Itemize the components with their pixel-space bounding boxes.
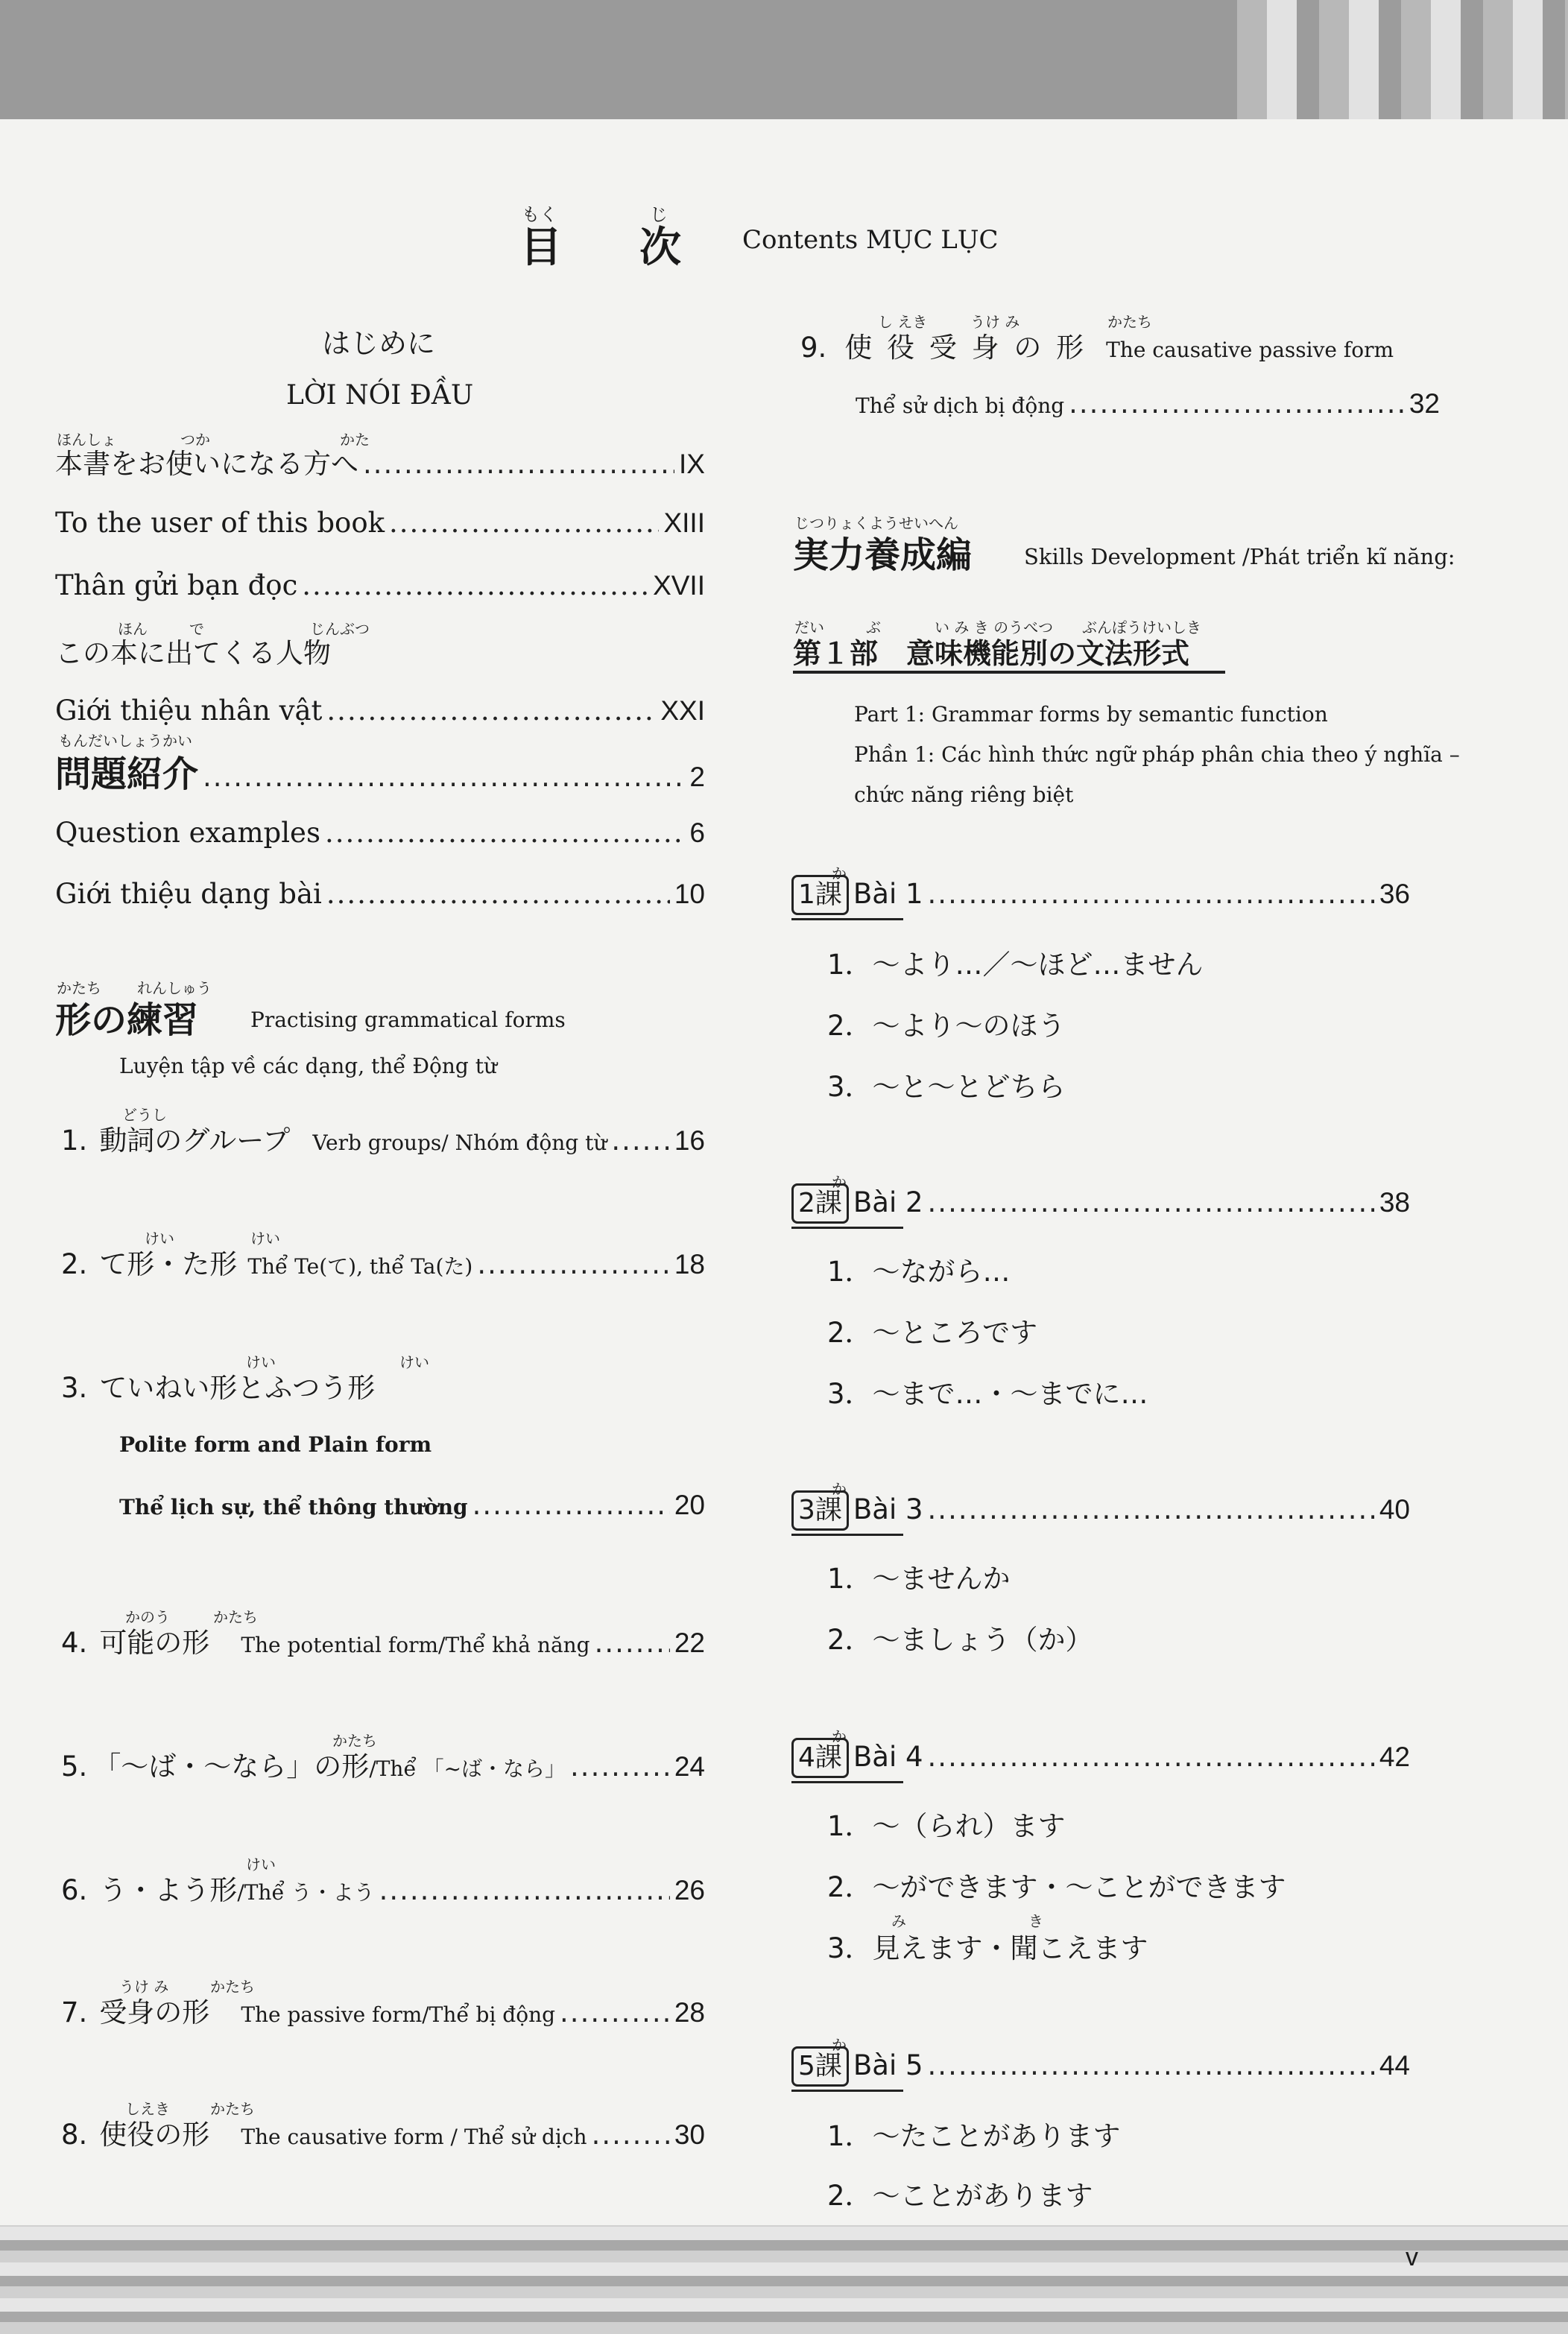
toc-entry[interactable] [61,1867,705,1908]
ruby: かのう [125,1608,170,1626]
backdrop-stripes [1237,0,1568,127]
ruby: か [832,864,847,882]
part-title-underline [793,671,1225,674]
toc-label: 使 役 受 身 の 形 [844,332,1087,364]
lesson-badge: 1課 [791,875,849,915]
ruby: かたち [213,1608,258,1626]
leader-dots [477,1248,670,1280]
toc-label: 本書をお使いになる方へ [55,448,358,480]
badge-underline [791,1534,903,1536]
page-number: 36 [1379,879,1410,909]
ruby: かたち [1107,313,1152,331]
lesson-badge: 2課 [791,1183,849,1224]
ruby: ぶ [866,619,881,636]
intro-vn: LỜI NÓI ĐẦU [286,380,474,411]
ruby: じつりょくようせいへん [794,514,958,532]
lesson-badge: 4課 [791,1738,849,1778]
part-desc-vn-2: chức năng riêng biệt [854,782,1074,807]
toc-label: To the user of this book [55,507,385,539]
toc-desc: Verb groups/ Nhóm động từ [312,1130,607,1155]
section-desc: Skills Development /Phát triển kĩ năng: [1024,544,1455,569]
page-title-2: 次 [639,224,681,272]
page-number: 2 [689,762,705,792]
toc-label: 動詞のグループ [99,1125,291,1157]
toc-label: Giới thiệu dạng bài [55,878,322,910]
toc-label: 問題紹介 [55,753,199,795]
toc-label: 使役の形 [99,2119,210,2151]
lesson-point: 2．～ところです [827,1317,1038,1349]
leader-dots [611,1125,669,1157]
section-desc-vn: Luyện tập về các dạng, thể Động từ [119,1054,498,1078]
badge-underline [791,1227,903,1229]
page-number: 22 [674,1628,705,1658]
page-number: 16 [674,1125,705,1156]
page-title-1: 目 [520,224,562,272]
toc-entry[interactable] [55,745,705,797]
toc-entry[interactable] [61,1242,705,1282]
ruby: どうし [122,1106,167,1124]
leader-dots [560,1996,670,2028]
toc-label: ていねい形とふつう形 [99,1372,376,1404]
leader-dots [1069,388,1405,420]
leader-dots [389,507,659,539]
ruby: か [832,1173,847,1191]
ruby: れんしゅう [137,979,212,997]
lesson-point: 3．～まで…・～までに… [827,1378,1148,1410]
part-title: 第１部 意味機能別の文法形式 [793,637,1190,670]
lesson-badge: 5課 [791,2046,849,2087]
toc-desc: Thể sử dịch bị động [856,393,1065,418]
lesson-entry[interactable] [791,1183,1410,1224]
toc-entry[interactable] [119,1489,705,1521]
ruby: つか [180,431,210,449]
toc-entry[interactable] [61,1990,705,2030]
lesson-entry[interactable] [791,2046,1410,2087]
lesson-point: 1．～（られ）ます [827,1810,1066,1842]
page-number: 32 [1409,388,1440,419]
footer-page-number: v [1406,2243,1418,2271]
item-number: 3. [61,1372,88,1404]
page-number: 6 [689,817,705,848]
toc-label: Thân gửi bạn đọc [55,569,298,601]
toc-desc: Thể lịch sự, thể thông thường [119,1495,468,1519]
badge-underline [791,918,903,920]
lesson-point: 1．～たことがあります [827,2120,1121,2152]
ruby: かたち [210,1978,255,1996]
item-number: 8. [61,2119,88,2151]
toc-desc: /Thể う・よう [237,1880,375,1905]
toc-entry[interactable] [55,569,705,601]
leader-dots [302,569,648,601]
page-number: 24 [674,1751,705,1782]
ruby: だい [794,619,824,636]
toc-desc: Polite form and Plain form [119,1432,432,1457]
ruby: か [832,1727,847,1745]
leader-dots [592,2119,670,2151]
lesson-point: 3．～と～とどちら [827,1071,1066,1103]
toc-entry[interactable] [55,441,705,481]
section-title: 実力養成編 [793,534,973,576]
page-number: XXI [660,695,705,726]
ruby: もんだいしょうかい [58,732,192,750]
toc-entry[interactable] [55,507,705,539]
lesson-entry[interactable] [791,875,1410,915]
leader-dots [595,1627,670,1659]
toc-label: 受身の形 [99,1996,210,2028]
part-desc-vn-1: Phần 1: Các hình thức ngữ pháp phân chia theo ý nghĩa – [854,742,1460,767]
leader-dots [928,1186,1375,1218]
badge-underline [791,2090,903,2092]
toc-label: 「～ば・～なら」の形 [93,1750,370,1783]
ruby: うけ み [119,1978,169,1996]
toc-label: 可能の形 [99,1627,210,1659]
toc-entry[interactable] [55,695,705,727]
lesson-point: 2．～ことがあります [827,2180,1093,2212]
lesson-point: 1．～ませんか [827,1563,1011,1595]
intro-jp: はじめに [322,327,436,360]
toc-label: この本に出てくる人物 [55,637,331,669]
item-number: 5. [61,1750,88,1783]
lesson-point: 3．見えます・聞こえます [827,1932,1148,1964]
leader-dots [570,1750,670,1783]
toc-desc: The passive form/Thể bị động [241,2002,556,2027]
leader-dots [928,878,1375,910]
lesson-badge: 3課 [791,1490,849,1531]
part-desc-en: Part 1: Grammar forms by semantic function [854,702,1328,727]
ruby: ほん [118,620,148,638]
section-title: 形の練習 [55,999,199,1041]
section-desc-en: Practising grammatical forms [250,1008,566,1032]
ruby: けい [399,1353,429,1371]
ruby: けい [250,1230,280,1247]
toc-label: Bài 2 [853,1186,923,1218]
ruby: けい [246,1353,276,1371]
title-ruby-2: じ [650,204,668,225]
page-number: 30 [674,2119,705,2150]
badge-underline [791,1781,903,1783]
page-number: 18 [674,1249,705,1280]
toc-entry[interactable] [800,325,1471,365]
toc-entry[interactable] [61,1118,705,1158]
toc-label: う・よう形 [99,1874,238,1906]
ruby: うけ み [970,313,1020,331]
leader-dots [379,1874,670,1906]
toc-desc: The potential form/Thể khả năng [241,1633,590,1657]
page-number: 42 [1379,1742,1410,1772]
ruby: かたち [332,1732,377,1750]
leader-dots [326,878,670,910]
contents-page [0,119,1568,2225]
toc-desc: /Thể 「~ば・なら」 [369,1756,566,1781]
toc-entry[interactable] [61,1365,705,1405]
ruby: かたち [210,2100,255,2118]
toc-label: Bài 3 [853,1493,923,1525]
leader-dots [203,761,685,793]
ruby: き [1028,1912,1043,1930]
toc-entry[interactable] [55,817,705,849]
ruby: い み き のうべつ [935,619,1054,636]
page-number: XIII [663,507,705,538]
ruby: か [832,2036,847,2054]
page-number: 38 [1379,1187,1410,1218]
toc-label: Bài 1 [853,878,923,910]
item-number: 6. [61,1874,88,1906]
toc-entry[interactable] [55,878,705,910]
leader-dots [472,1489,670,1521]
lesson-point: 2．～ができます・～ことができます [827,1871,1286,1903]
toc-label: Giới thiệu nhân vật [55,695,323,727]
ruby: み [891,1912,906,1930]
lesson-point: 1．～ながら… [827,1256,1011,1288]
ruby: で [189,620,204,638]
item-number: 7. [61,1996,88,2028]
item-number: 2. [61,1248,88,1280]
toc-entry[interactable] [856,388,1440,420]
page-number: IX [679,449,705,479]
lesson-point: 2．～より～のほう [827,1010,1066,1042]
ruby: ほんしょ [57,431,116,449]
toc-label: Bài 5 [853,2049,923,2081]
page-number: 10 [674,879,705,909]
toc-desc: The causative form / Thể sử dịch [241,2125,587,2149]
ruby: しえき [125,2100,170,2118]
leader-dots [928,2049,1375,2081]
toc-label: Question examples [55,817,320,849]
leader-dots [326,695,656,727]
toc-entry[interactable] [55,630,705,671]
backdrop [0,0,1237,127]
leader-dots [325,817,685,849]
ruby: か [832,1480,847,1498]
page-number: XVII [653,570,705,601]
page-subtitle: Contents MỤC LỤC [742,225,999,255]
page-number: 44 [1379,2050,1410,2081]
ruby: ぶんぽうけいしき [1082,619,1201,636]
item-number: 9. [800,332,827,364]
toc-desc: The causative passive form [1106,338,1394,362]
ruby: し えき [878,313,928,331]
bottom-edge [0,2225,1568,2334]
toc-label: Bài 4 [853,1741,923,1773]
title-ruby-1: もく [522,204,557,225]
page-number: 26 [674,1875,705,1906]
ruby: けい [145,1230,174,1247]
lesson-entry[interactable] [791,1490,1410,1531]
page-number: 40 [1379,1494,1410,1525]
leader-dots [363,448,674,480]
ruby: じんぶつ [310,620,370,638]
page-number: 20 [674,1490,705,1520]
lesson-entry[interactable] [791,1738,1410,1778]
ruby: かた [340,431,370,449]
toc-label: て形・た形 [99,1248,238,1280]
toc-desc: Thể Te(て), thể Ta(た) [247,1254,473,1279]
ruby: かたち [57,979,101,997]
lesson-point: 1．～より…／～ほど…ません [827,949,1204,981]
item-number: 1. [61,1125,88,1157]
leader-dots [928,1493,1375,1525]
lesson-point: 2．～ましょう（か） [827,1624,1093,1656]
item-number: 4. [61,1627,88,1659]
toc-entry[interactable] [61,1744,705,1784]
page-number: 28 [674,1997,705,2028]
toc-entry[interactable] [61,1620,705,1660]
ruby: けい [246,1856,276,1873]
toc-entry[interactable] [61,2112,705,2152]
leader-dots [928,1741,1375,1773]
